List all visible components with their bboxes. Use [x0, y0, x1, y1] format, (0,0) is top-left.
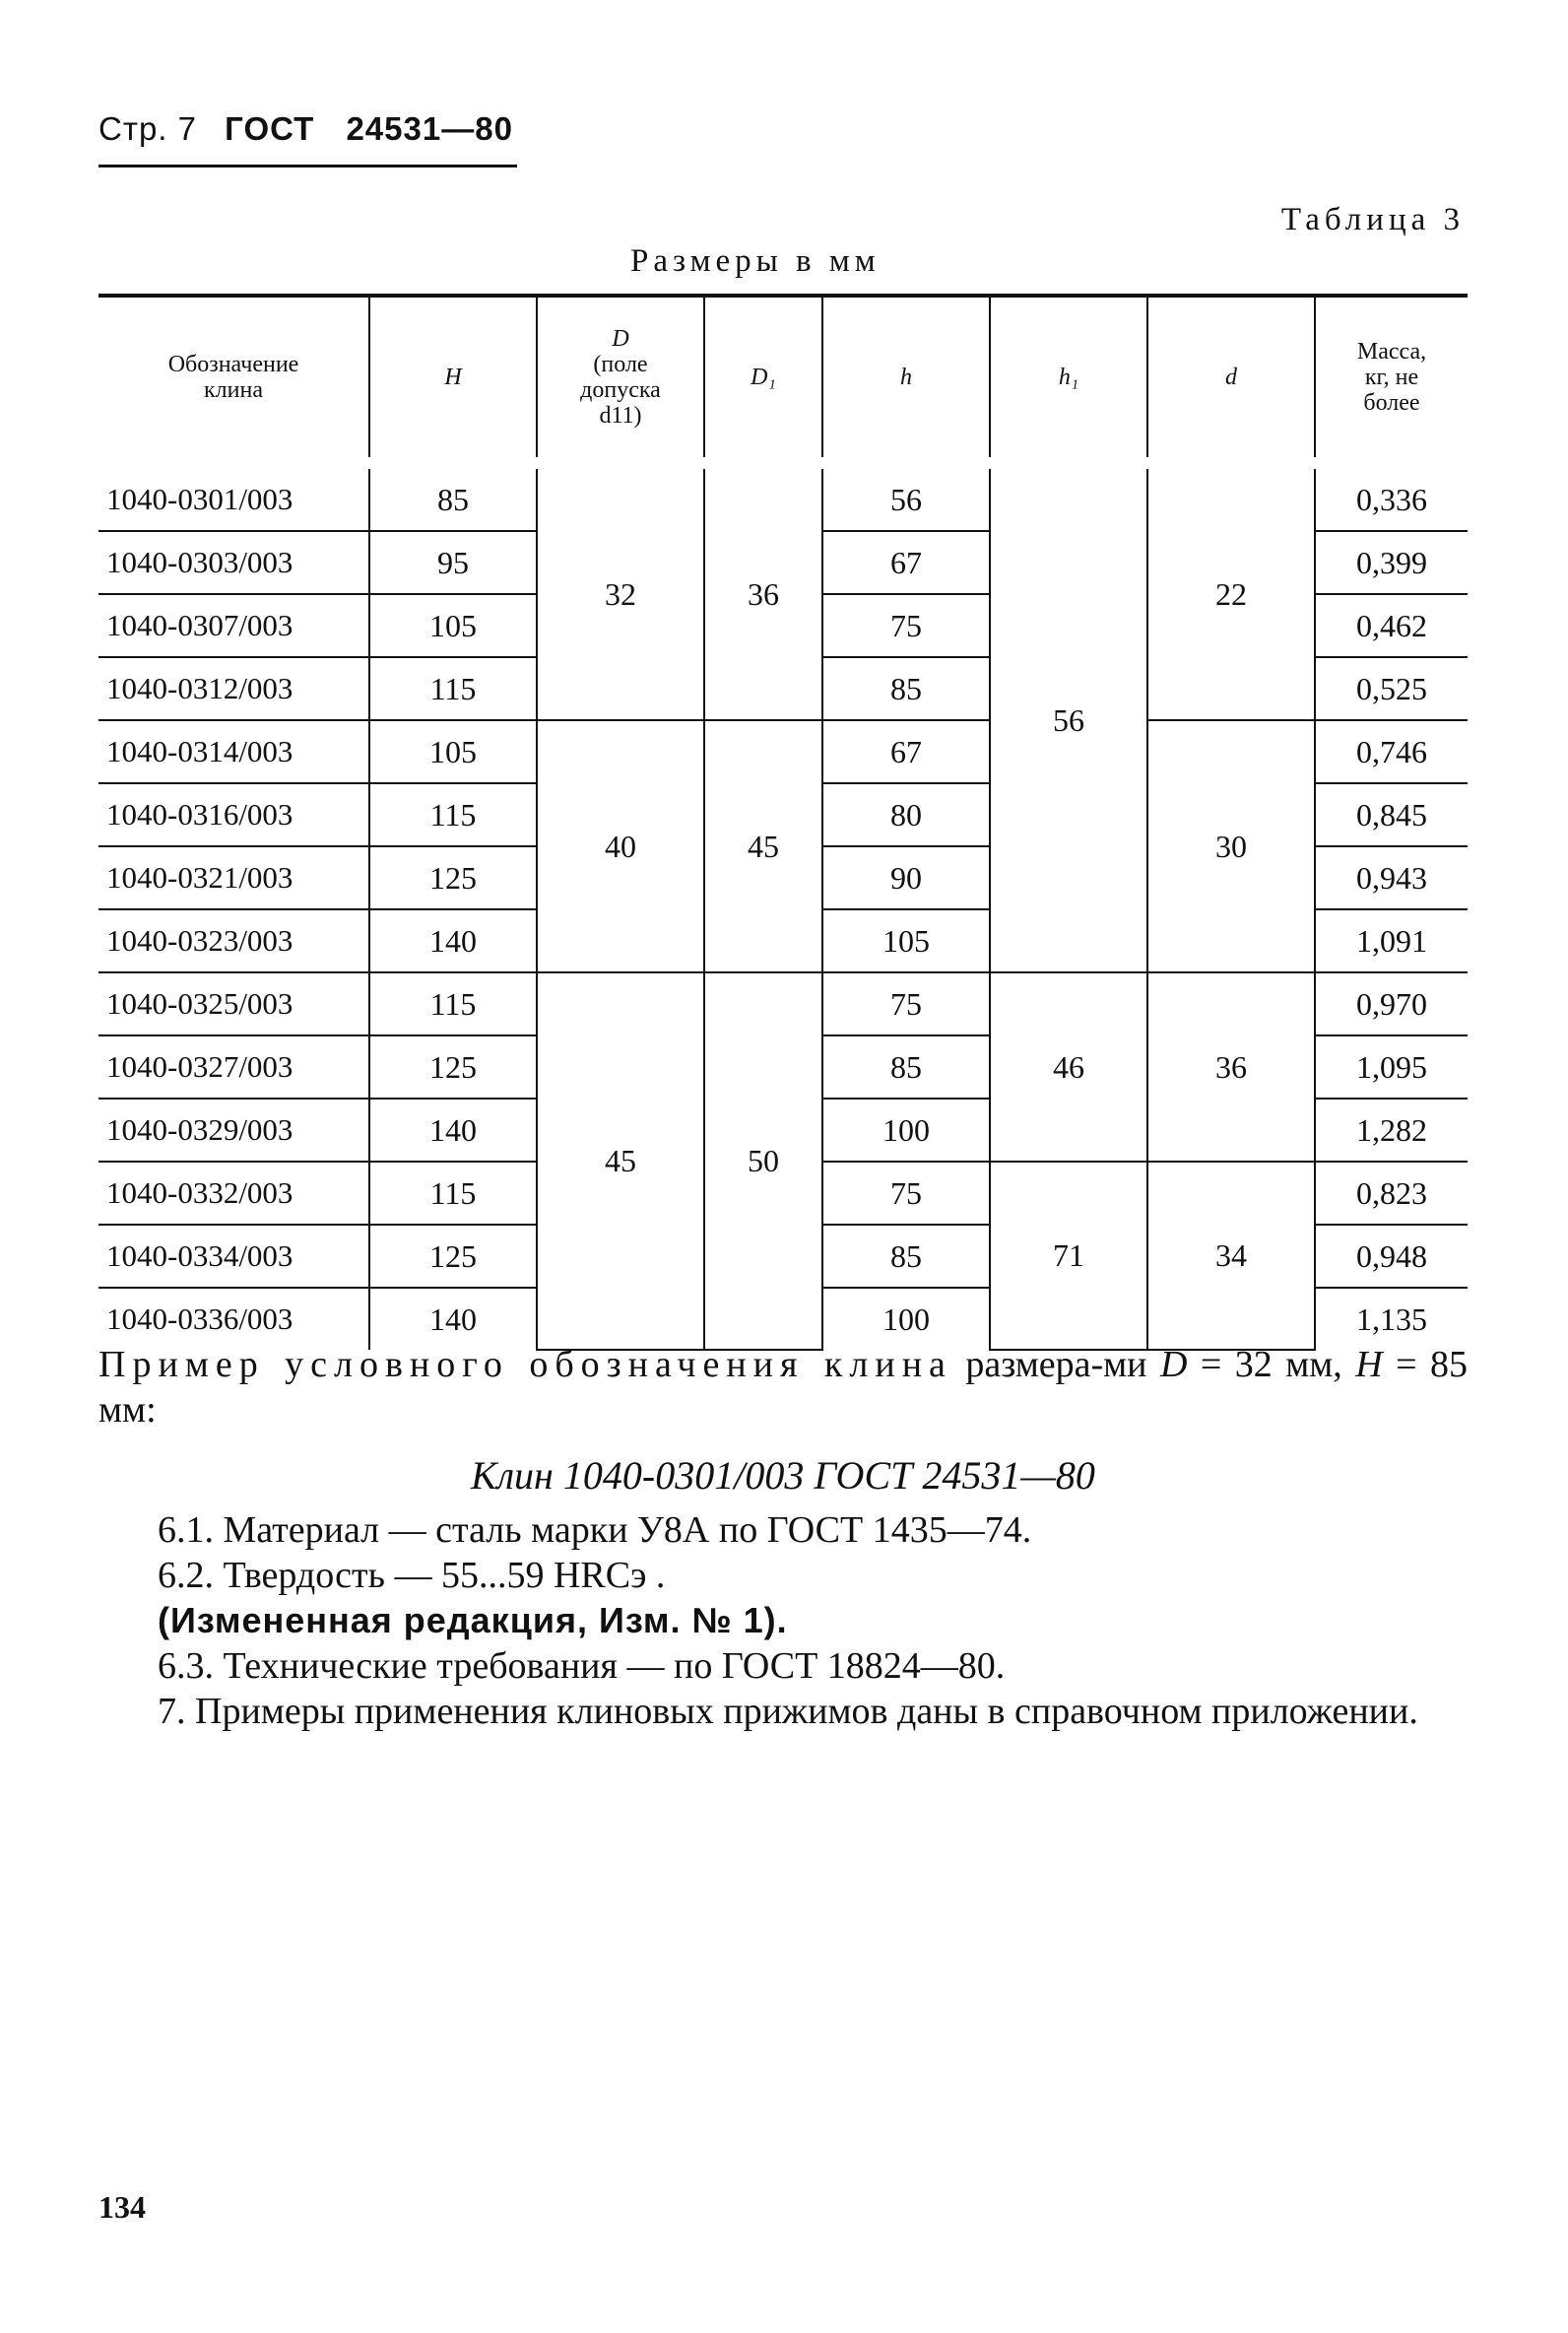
example-D-symbol: D: [1159, 1344, 1188, 1385]
cell-mass: 0,462: [1315, 594, 1468, 657]
cell-h: 75: [822, 594, 990, 657]
cell-D-group-2: 40: [537, 720, 704, 972]
units-label: Размеры в мм: [630, 243, 881, 279]
cell-mass: 0,336: [1315, 463, 1468, 531]
page-number: 134: [98, 2189, 146, 2225]
cell-d-group-3: 36: [1147, 972, 1315, 1162]
cell-H: 115: [369, 657, 537, 720]
running-header: [98, 110, 513, 148]
cell-D1-group-1: 36: [704, 463, 822, 720]
cell-D1-group-3: 50: [704, 972, 822, 1350]
clause-7: 7. Примеры применения клиновых прижимов даны в справочном приложении.: [158, 1691, 1418, 1732]
col-designation: Обозначение клина: [98, 296, 369, 463]
example-rest: размера-ми: [951, 1344, 1160, 1385]
cell-D1-group-2: 45: [704, 720, 822, 972]
cell-H: 105: [369, 594, 537, 657]
col-h1: h₁: [990, 296, 1147, 463]
clause-6-2: 6.2. Твердость — 55...59 HRCэ .: [158, 1555, 666, 1596]
cell-h1-group-1: 56: [990, 463, 1147, 972]
cell-h: 90: [822, 846, 990, 909]
example-lead: Пример условного обозначения клина: [98, 1344, 952, 1385]
cell-mass: 0,823: [1315, 1162, 1468, 1225]
amendment-note: (Измененная редакция, Изм. № 1).: [158, 1600, 788, 1640]
cell-H: 85: [369, 463, 537, 531]
cell-h: 75: [822, 1162, 990, 1225]
cell-h: 75: [822, 972, 990, 1035]
header-rule: [98, 165, 517, 167]
col-D1: D₁: [704, 296, 822, 463]
cell-h: 85: [822, 1225, 990, 1288]
page-label: Стр. 7: [98, 110, 197, 147]
cell-mass: 0,943: [1315, 846, 1468, 909]
table-label: Таблица 3: [1280, 202, 1465, 237]
cell-h1-group-3: 71: [990, 1162, 1147, 1350]
cell-designation: 1040-0336/003: [106, 1301, 294, 1336]
cell-d-group-2: 30: [1147, 720, 1315, 972]
example-H-value: = 85 мм:: [98, 1344, 1469, 1431]
cell-h: 105: [822, 909, 990, 972]
cell-H: 140: [369, 909, 537, 972]
clause-6-3: 6.3. Технические требования — по ГОСТ 18824—80.: [158, 1645, 1006, 1687]
cell-H: 125: [369, 1035, 537, 1099]
cell-D-group-3: 45: [537, 972, 704, 1350]
cell-H: 140: [369, 1288, 537, 1350]
col-H: H: [369, 296, 537, 463]
cell-designation: 1040-0332/003: [98, 1162, 369, 1225]
cell-h: 100: [822, 1288, 990, 1350]
cell-designation: 1040-0334/003: [98, 1225, 369, 1288]
cell-mass: 1,135: [1315, 1288, 1468, 1350]
cell-designation: 1040-0303/003: [98, 531, 369, 594]
cell-d-group-1: 22: [1147, 463, 1315, 720]
cell-h: 67: [822, 720, 990, 783]
cell-mass: 0,746: [1315, 720, 1468, 783]
cell-h: 100: [822, 1099, 990, 1162]
table-row: [98, 720, 1468, 783]
cell-D-group-1: 32: [537, 463, 704, 720]
standard-label: ГОСТ: [225, 110, 315, 147]
cell-h: 56: [822, 463, 990, 531]
dimensions-table: [98, 294, 1468, 1351]
designation-example: Клин 1040-0301/003 ГОСТ 24531—80: [471, 1453, 1095, 1498]
example-paragraph: [98, 1342, 1468, 1433]
cell-designation: 1040-0327/003: [98, 1035, 369, 1099]
cell-designation: 1040-0307/003: [98, 594, 369, 657]
cell-mass: 1,091: [1315, 909, 1468, 972]
cell-designation: 1040-0323/003: [98, 909, 369, 972]
cell-h: 85: [822, 1035, 990, 1099]
cell-designation: 1040-0301/003: [98, 463, 369, 531]
cell-h: 85: [822, 657, 990, 720]
table-row: [98, 972, 1468, 1035]
cell-mass: 1,095: [1315, 1035, 1468, 1099]
cell-d-group-4: 34: [1147, 1162, 1315, 1350]
cell-H: 105: [369, 720, 537, 783]
cell-h1-group-2: 46: [990, 972, 1147, 1162]
cell-designation: 1040-0329/003: [98, 1099, 369, 1162]
cell-H: 95: [369, 531, 537, 594]
table-row: [98, 463, 1468, 531]
cell-H: 115: [369, 1162, 537, 1225]
cell-designation: 1040-0316/003: [98, 783, 369, 846]
cell-mass: 0,399: [1315, 531, 1468, 594]
col-mass: Масса, кг, не более: [1315, 296, 1468, 463]
col-d: d: [1147, 296, 1315, 463]
cell-H: 140: [369, 1099, 537, 1162]
cell-H: 115: [369, 972, 537, 1035]
cell-mass: 1,282: [1315, 1099, 1468, 1162]
cell-designation: 1040-0325/003: [98, 972, 369, 1035]
clauses: [98, 1507, 1468, 1734]
cell-H: 125: [369, 846, 537, 909]
cell-mass: 0,525: [1315, 657, 1468, 720]
cell-h: 67: [822, 531, 990, 594]
cell-H: 115: [369, 783, 537, 846]
table-header-row: [98, 296, 1468, 463]
cell-mass: 0,845: [1315, 783, 1468, 846]
cell-H: 125: [369, 1225, 537, 1288]
col-D: D (поле допуска d11): [537, 296, 704, 463]
standard-number: 24531—80: [346, 110, 513, 147]
example-D-value: = 32 мм,: [1187, 1344, 1356, 1385]
clause-6-1: 6.1. Материал — сталь марки У8А по ГОСТ 1435—74.: [158, 1509, 1032, 1551]
cell-designation: 1040-0321/003: [98, 846, 369, 909]
cell-mass: 0,948: [1315, 1225, 1468, 1288]
example-H-symbol: H: [1355, 1344, 1383, 1385]
cell-designation: 1040-0312/003: [98, 657, 369, 720]
col-h: h: [822, 296, 990, 463]
cell-designation: 1040-0314/003: [98, 720, 369, 783]
cell-mass: 0,970: [1315, 972, 1468, 1035]
cell-h: 80: [822, 783, 990, 846]
